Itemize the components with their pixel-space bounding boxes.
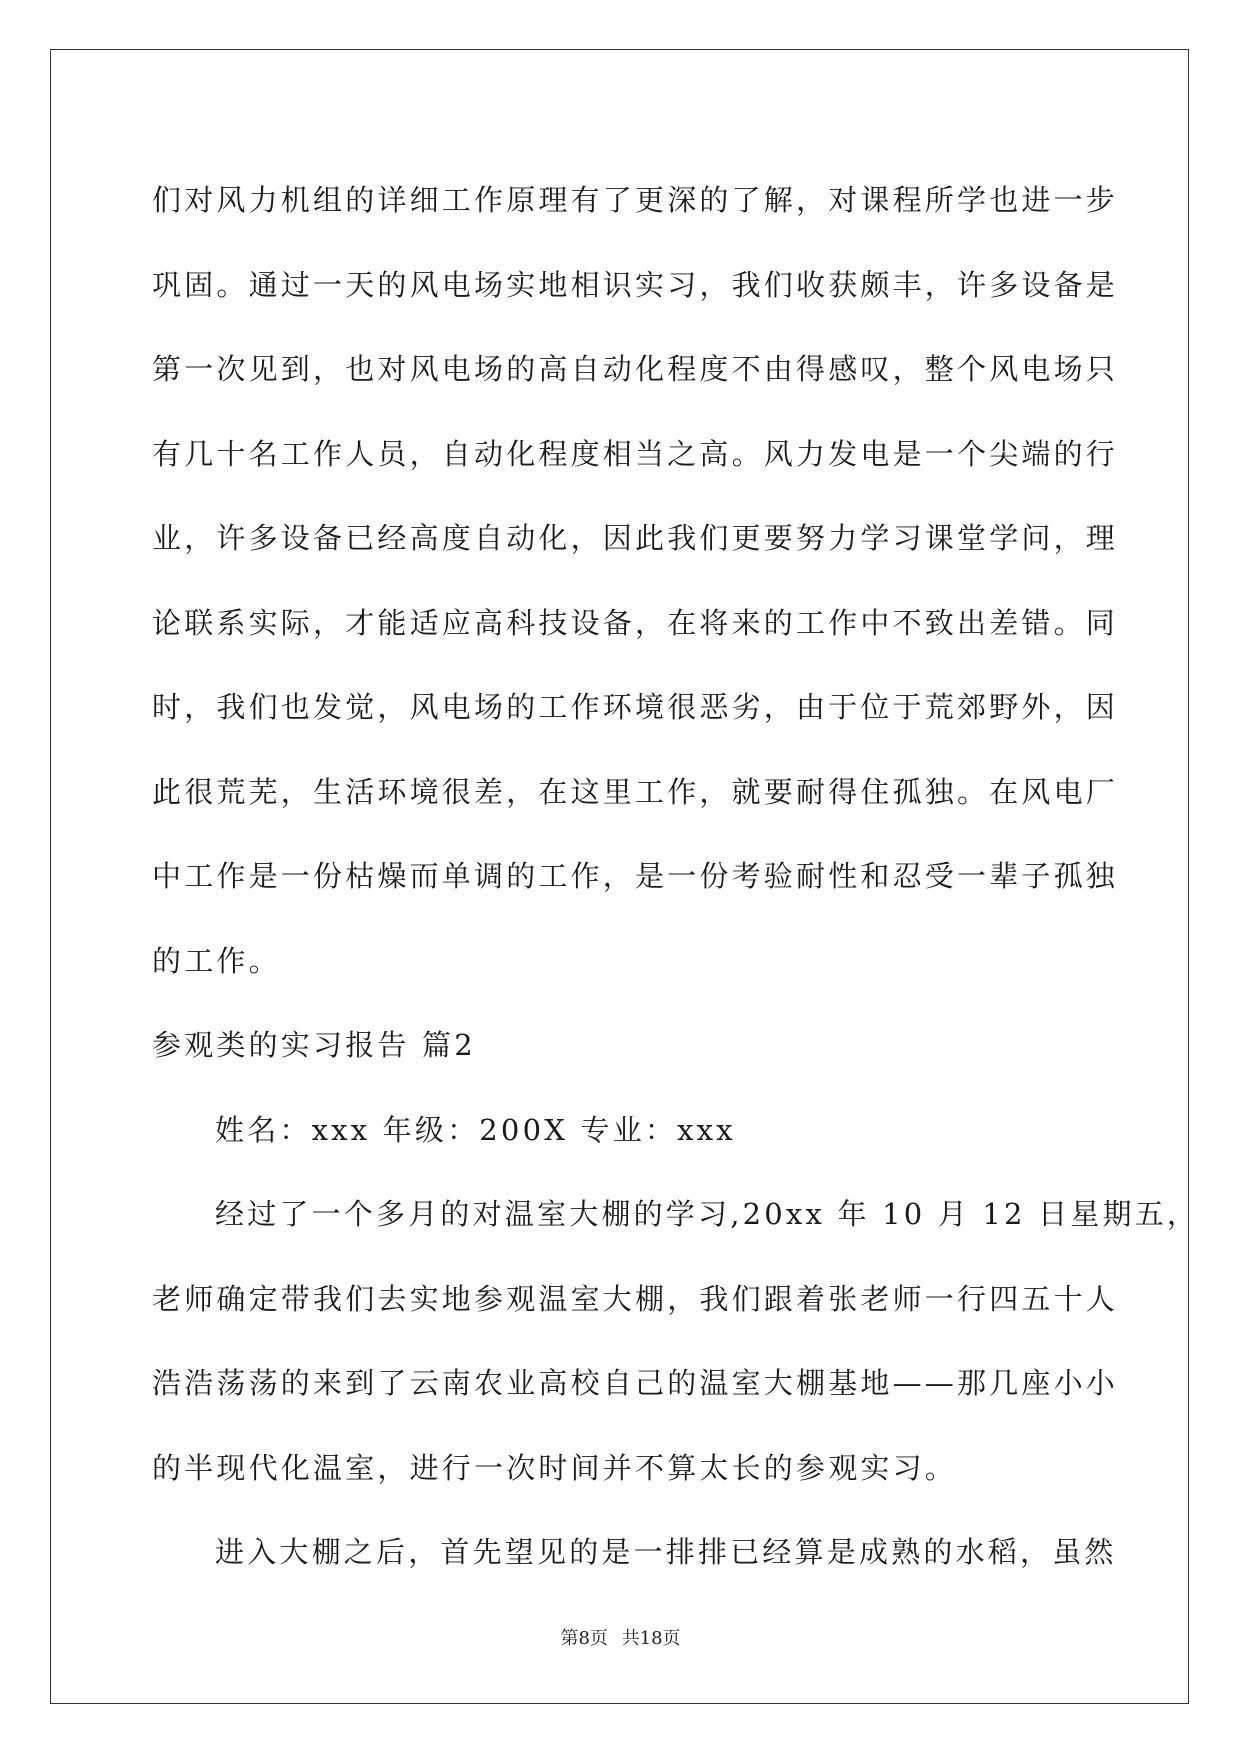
paragraph-line: 进入大棚之后，首先望见的是一排排已经算是成熟的水稻，虽然	[215, 1535, 1117, 1569]
body-line: 们对风力机组的详细工作原理有了更深的了解，对课程所学也进一步	[152, 183, 1119, 217]
paragraph-line: 经过了一个多月的对温室大棚的学习,20xx 年 10 月 12 日星期五，	[215, 1197, 1200, 1231]
body-line: 的工作。	[152, 943, 281, 978]
document-body	[152, 158, 1200, 1595]
page-footer	[0, 1624, 1241, 1650]
paragraph-line: 老师确定带我们去实地参观温室大棚，我们跟着张老师一行四五十人	[152, 1281, 1119, 1316]
current-page-number: 第8页	[560, 1628, 608, 1649]
section-heading: 参观类的实习报告 篇2	[152, 1028, 476, 1062]
paragraph-line: 的半现代化温室，进行一次时间并不算太长的参观实习。	[152, 1450, 958, 1485]
body-line: 第一次见到，也对风电场的高自动化程度不由得感叹，整个风电场只	[152, 352, 1119, 386]
body-line: 巩固。通过一天的风电场实地相识实习，我们收获颇丰，许多设备是	[152, 267, 1119, 302]
body-line: 时，我们也发觉，风电场的工作环境很恶劣，由于位于荒郊野外，因	[152, 690, 1119, 724]
body-line: 有几十名工作人员，自动化程度相当之高。风力发电是一个尖端的行	[152, 436, 1119, 471]
body-line: 此很荒芜，生活环境很差，在这里工作，就要耐得住孤独。在风电厂	[152, 774, 1119, 809]
body-line: 中工作是一份枯燥而单调的工作，是一份考验耐性和忍受一辈子孤独	[152, 859, 1119, 893]
body-line: 业，许多设备已经高度自动化，因此我们更要努力学习课堂学问，理	[152, 521, 1119, 555]
body-line: 论联系实际，才能适应高科技设备，在将来的工作中不致出差错。同	[152, 605, 1119, 640]
total-pages: 共18页	[621, 1628, 681, 1649]
paragraph-line: 浩浩荡荡的来到了云南农业高校自己的温室大棚基地——那几座小小	[152, 1366, 1119, 1400]
info-line: 姓名：xxx 年级：200X 专业：xxx	[215, 1112, 736, 1147]
